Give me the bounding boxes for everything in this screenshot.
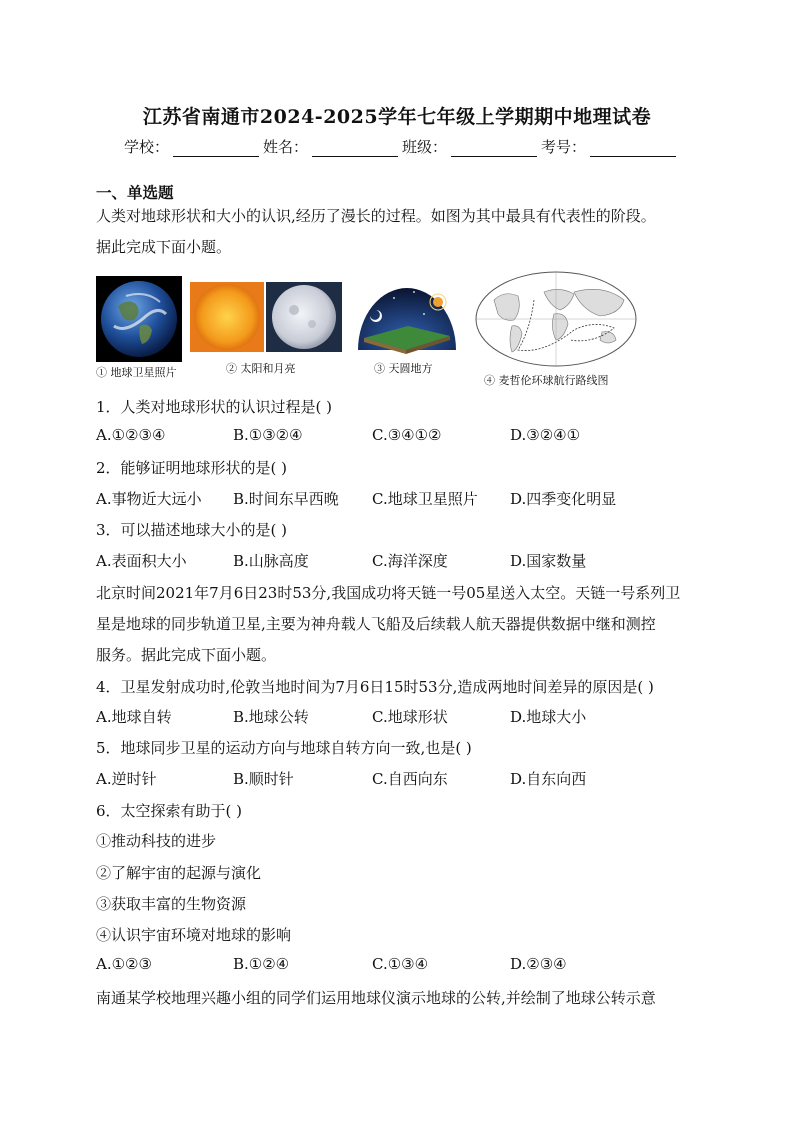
q6-item-2: ②了解宇宙的起源与演化 [96,864,262,882]
option-c[interactable]: C.自西向东 [372,770,448,788]
class-blank [451,140,537,157]
q6-item-1: ①推动科技的进步 [96,832,217,850]
question-6-stem: 6．太空探索有助于( ) [96,802,243,820]
school-label: 学校： [124,138,170,156]
question-3-options [96,550,716,570]
intro1-line2: 据此完成下面小题。 [96,238,232,256]
option-b[interactable]: B.地球公转 [233,708,309,726]
question-5-stem: 5．地球同步卫星的运动方向与地球自转方向一致,也是( ) [96,739,472,757]
option-b[interactable]: B.①③②④ [233,426,303,444]
caption-sun-moon: ② 太阳和月亮 [226,362,296,375]
option-b[interactable]: B.顺时针 [233,770,294,788]
round-heaven-square-earth-image [354,280,460,356]
option-d[interactable]: D.自东向西 [510,770,587,788]
option-d[interactable]: D.②③④ [510,955,567,973]
name-blank [312,140,398,157]
option-c[interactable]: C.①③④ [372,955,429,973]
question-2-options [96,488,716,508]
option-a[interactable]: A.①②③④ [96,426,166,444]
option-a[interactable]: A.逆时针 [96,770,157,788]
sun-and-moon-image [190,282,342,352]
question-1-options [96,426,716,446]
option-a[interactable]: A.事物近大远小 [96,490,202,508]
school-blank [173,140,259,157]
earth-satellite-photo [96,276,182,362]
option-b[interactable]: B.山脉高度 [233,552,309,570]
question-4-stem: 4．卫星发射成功时,伦敦当地时间为7月6日15时53分,造成两地时间差异的原因是( ) [96,678,654,696]
caption-magellan-map: ④ 麦哲伦环球航行路线图 [484,374,609,387]
option-d[interactable]: D.③②④① [510,426,581,444]
number-label: 考号： [541,138,587,156]
question-2-stem: 2．能够证明地球形状的是( ) [96,459,288,477]
option-d[interactable]: D.地球大小 [510,708,587,726]
option-c[interactable]: C.地球卫星照片 [372,490,478,508]
question-5-options [96,768,716,788]
caption-heaven-earth: ③ 天圆地方 [374,362,433,375]
exam-title: 江苏省南通市2024-2025学年七年级上学期期中地理试卷 [142,106,652,128]
option-a[interactable]: A.地球自转 [96,708,172,726]
question-6-options [96,955,716,975]
caption-earth-photo: ① 地球卫星照片 [96,366,177,379]
option-c[interactable]: C.海洋深度 [372,552,448,570]
intro1-line1: 人类对地球形状和大小的认识,经历了漫长的过程。如图为其中最具有代表性的阶段。 [96,207,656,225]
class-label: 班级： [402,138,448,156]
option-b[interactable]: B.时间东早西晚 [233,490,339,508]
intro2-line1: 北京时间2021年7月6日23时53分,我国成功将天链一号05星送入太空。天链一号系列卫 [96,584,681,602]
question-3-stem: 3．可以描述地球大小的是( ) [96,521,288,539]
option-c[interactable]: C.③④①② [372,426,442,444]
option-a[interactable]: A.①②③ [96,955,152,973]
name-label: 姓名： [263,138,309,156]
number-blank [590,140,676,157]
option-d[interactable]: D.四季变化明显 [510,490,617,508]
intro3-line1: 南通某学校地理兴趣小组的同学们运用地球仪演示地球的公转,并绘制了地球公转示意 [96,989,656,1007]
figure-strip [96,270,696,390]
question-4-options [96,706,716,726]
student-info-row [124,136,680,157]
option-d[interactable]: D.国家数量 [510,552,587,570]
section-heading: 一、单选题 [96,183,174,202]
intro2-line3: 服务。据此完成下面小题。 [96,646,277,664]
magellan-route-map [474,270,638,368]
q6-item-3: ③获取丰富的生物资源 [96,895,247,913]
intro2-line2: 星是地球的同步轨道卫星,主要为神舟载人飞船及后续载人航天器提供数据中继和测控 [96,615,656,633]
option-b[interactable]: B.①②④ [233,955,290,973]
option-c[interactable]: C.地球形状 [372,708,448,726]
q6-item-4: ④认识宇宙环境对地球的影响 [96,926,292,944]
question-1-stem: 1．人类对地球形状的认识过程是( ) [96,398,333,416]
option-a[interactable]: A.表面积大小 [96,552,187,570]
